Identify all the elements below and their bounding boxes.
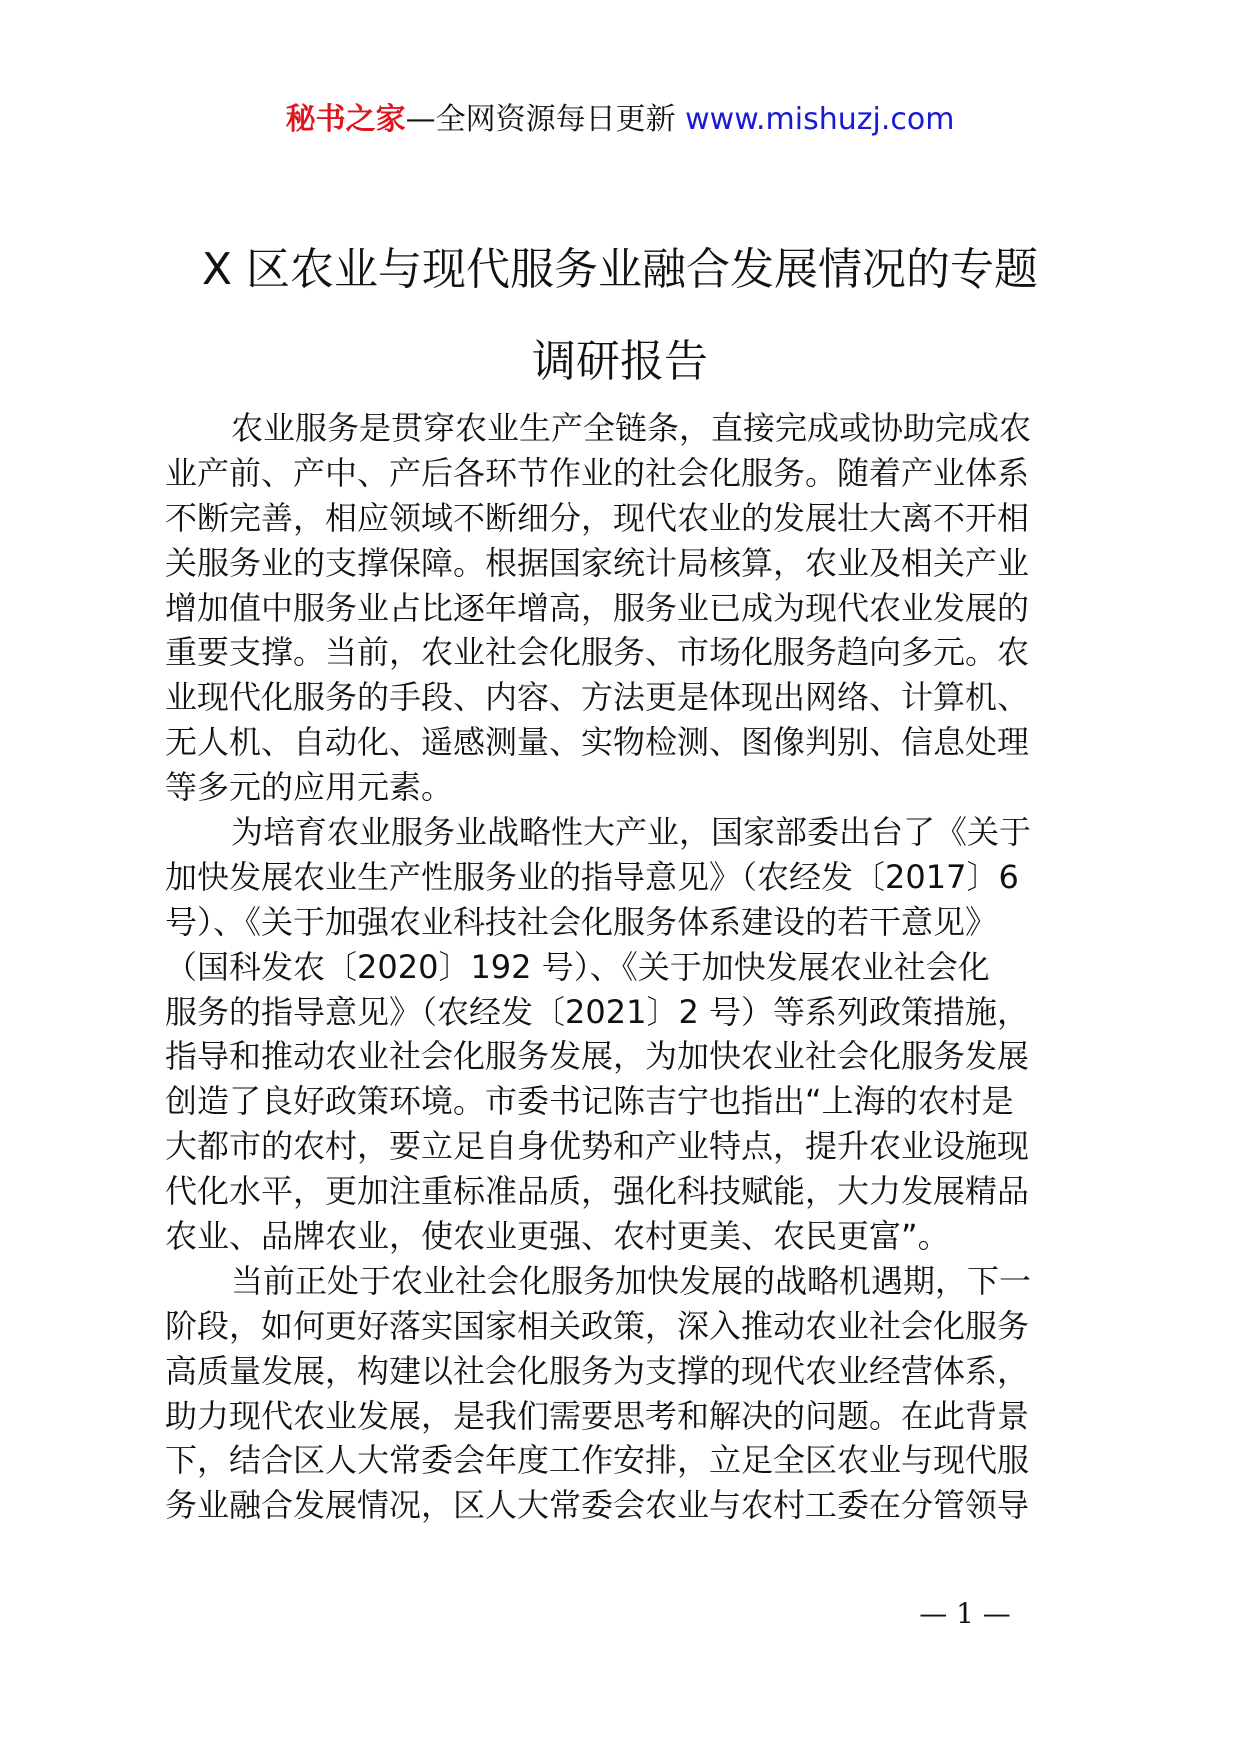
body-line: 阶段，如何更好落实国家相关政策，深入推动农业社会化服务 bbox=[165, 1306, 1030, 1345]
body-line: 业产前、产中、产后各环节作业的社会化服务。随着产业体系 bbox=[165, 453, 1030, 492]
document-title-line-2: 调研报告 bbox=[532, 336, 708, 387]
body-line: 创造了良好政策环境。市委书记陈吉宁也指出“上海的农村是 bbox=[165, 1082, 1014, 1121]
body-line: 高质量发展，构建以社会化服务为支撑的现代农业经营体系， bbox=[165, 1351, 1030, 1390]
body-line: 下，结合区人大常委会年度工作安排，立足全区农业与现代服 bbox=[165, 1441, 1030, 1480]
body-line: 助力现代农业发展，是我们需要思考和解决的问题。在此背景 bbox=[165, 1396, 1030, 1435]
body-line: 无人机、自动化、遥感测量、实物检测、图像判别、信息处理 bbox=[165, 723, 1030, 762]
body-line: 当前正处于农业社会化服务加快发展的战略机遇期，下一 bbox=[231, 1261, 1032, 1300]
body-line: 指导和推动农业社会化服务发展，为加快农业社会化服务发展 bbox=[165, 1037, 1030, 1076]
page-number: — 1 — bbox=[919, 1597, 1011, 1630]
body-line: 业现代化服务的手段、内容、方法更是体现出网络、计算机、 bbox=[165, 678, 1030, 717]
body-line: 不断完善，相应领域不断细分，现代农业的发展壮大离不开相 bbox=[165, 498, 1030, 537]
body-line: 关服务业的支撑保障。根据国家统计局核算，农业及相关产业 bbox=[165, 543, 1030, 582]
body-line: 号）、《关于加强农业科技社会化服务体系建设的若干意见》 bbox=[165, 902, 998, 941]
body-line: 务业融合发展情况，区人大常委会农业与农村工委在分管领导 bbox=[165, 1486, 1030, 1525]
body-line: 增加值中服务业占比逐年增高，服务业已成为现代农业发展的 bbox=[165, 588, 1030, 627]
body-line: 服务的指导意见》（农经发〔2021〕2 号）等系列政策措施， bbox=[165, 992, 1029, 1031]
site-brand: 秘书之家 bbox=[285, 102, 406, 137]
body-line: （国科发农〔2020〕192 号）、《关于加快发展农业社会化 bbox=[165, 947, 990, 986]
body-line: 加快发展农业生产性服务业的指导意见》（农经发〔2017〕6 bbox=[165, 857, 1019, 896]
body-line: 农业服务是贯穿农业生产全链条，直接完成或协助完成农 bbox=[231, 409, 1032, 447]
document-title-line-1: X 区农业与现代服务业融合发展情况的专题 bbox=[201, 244, 1039, 295]
body-line: 重要支撑。当前，农业社会化服务、市场化服务趋向多元。农 bbox=[165, 633, 1030, 672]
body-line: 等多元的应用元素。 bbox=[165, 768, 454, 807]
site-header bbox=[0, 100, 1240, 140]
site-url-link[interactable]: www.mishuzj.com bbox=[685, 102, 955, 137]
body-line: 为培育农业服务业战略性大产业，国家部委出台了《关于 bbox=[231, 813, 1032, 852]
body-line: 大都市的农村，要立足自身优势和产业特点，提升农业设施现 bbox=[165, 1127, 1030, 1166]
body-line: 农业、品牌农业，使农业更强、农村更美、农民更富”。 bbox=[165, 1217, 950, 1256]
site-tagline: —全网资源每日更新 bbox=[405, 102, 676, 137]
document-body bbox=[165, 406, 1075, 1528]
body-line: 代化水平，更加注重标准品质，强化科技赋能，大力发展精品 bbox=[165, 1172, 1030, 1211]
